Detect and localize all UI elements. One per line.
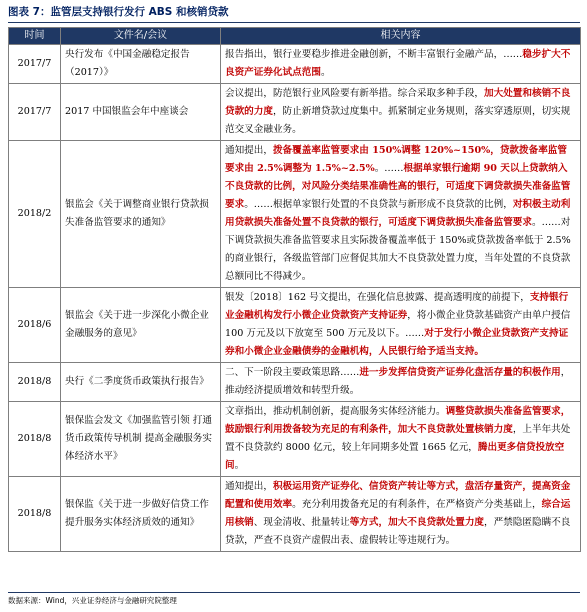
content-text: 会议提出，防范银行业风险要有新举措。综合采取多种手段， — [225, 88, 485, 99]
content-text: 。 — [320, 67, 331, 78]
row-document: 银监会《关于进一步深化小微企业金融服务的意见》 — [61, 288, 221, 363]
row-date: 2018/2 — [9, 141, 61, 288]
row-date: 2018/8 — [9, 363, 61, 402]
highlighted-text: 腾出更多信贷投放空间 — [225, 442, 565, 471]
content-text: ，推动经济提质增效和转型升级。 — [225, 367, 571, 396]
row-document: 央行《二季度货币政策执行报告》 — [61, 363, 221, 402]
content-text: 二、下一阶段主要政策思路…… — [225, 367, 360, 378]
content-text: 。……根据单家银行处置的不良贷款与新形成不良贷款的比例， — [244, 199, 513, 210]
row-document: 银保监《关于进一步做好信贷工作提升服务实体经济质效的通知》 — [61, 477, 221, 552]
highlighted-text: 进一步发挥信贷资产证券化盘活存量的积极作用 — [359, 367, 561, 378]
row-date: 2018/8 — [9, 402, 61, 477]
content-text: 银发〔2018〕162 号文提出，在强化信息披露、提高透明度的前提下， — [225, 292, 530, 303]
highlighted-text: 等方式，加大不良贷款处置力度 — [349, 517, 485, 528]
highlighted-text: 对于发行小微企业贷款资产支持证券和小微企业金融债券的金融机构，人民银行给予适当支持。 — [225, 328, 569, 357]
table-row — [9, 141, 581, 288]
content-text: 。充分利用拨备充足的有利条件，在严格资产分类基础上， — [292, 499, 542, 510]
highlighted-text: 加大处置和核销不良贷款的力度 — [225, 88, 571, 117]
row-document: 银保监会发文《加强监管引领 打通货币政策传导机制 提高金融服务实体经济水平》 — [61, 402, 221, 477]
row-document: 央行发布《中国金融稳定报告（2017）》 — [61, 45, 221, 84]
row-content — [221, 141, 581, 288]
content-text: 。…… — [374, 163, 404, 174]
highlighted-text: 稳步扩大不良资产证券化试点范围 — [225, 49, 571, 78]
table-body — [9, 45, 581, 552]
row-date: 2018/6 — [9, 288, 61, 363]
content-text: ，严禁隐匿隐瞒不良贷款，严查不良资产虚假出表、虚假转让等违规行为。 — [225, 517, 571, 546]
header-doc: 文件名/会议 — [61, 28, 221, 45]
highlighted-text: 根据单家银行逾期 90 天以上贷款纳入不良贷款的比例，对风险分类结果准确性高的银行，可适度下调贷款损失准备监管要求 — [225, 163, 571, 210]
table-row — [9, 477, 581, 552]
content-text: 通知提出， — [225, 481, 273, 492]
table-row — [9, 45, 581, 84]
content-text: ，上半年共处置不良贷款约 8000 亿元，较上年同期多处置 1665 亿元， — [225, 424, 571, 453]
row-content — [221, 45, 581, 84]
content-text: ，防止新增贷款过度集中。抓紧制定业务规则，落实穿透原则，切实规范交叉金融业务。 — [225, 106, 571, 135]
content-text: 、现金清收、批量转让 — [253, 517, 350, 528]
row-content — [221, 84, 581, 141]
row-date: 2018/8 — [9, 477, 61, 552]
header-time: 时间 — [9, 28, 61, 45]
highlighted-text: 对积极主动利用贷款损失准备处置不良贷款的银行，可适度下调贷款损失准备监管要求 — [225, 199, 571, 228]
row-content — [221, 363, 581, 402]
row-document: 2017 中国银监会年中座谈会 — [61, 84, 221, 141]
highlighted-text: 综合运用核销 — [225, 499, 571, 528]
table-row — [9, 288, 581, 363]
row-date: 2017/7 — [9, 84, 61, 141]
highlighted-text: 拨备覆盖率监管要求由 150%调整 120%~150%，贷款拨备率监管要求由 2.5%调整为 1.5%~2.5% — [225, 145, 567, 174]
header-content: 相关内容 — [221, 28, 581, 45]
content-text: 报告指出，银行业要稳步推进金融创新，不断丰富银行金融产品，…… — [225, 49, 523, 60]
content-text: 文章指出，推动机制创新，提高服务实体经济能力。 — [225, 406, 446, 417]
table-row — [9, 84, 581, 141]
row-content — [221, 477, 581, 552]
row-content — [221, 288, 581, 363]
row-content — [221, 402, 581, 477]
content-text: 。……对下调贷款损失准备监管要求且实际拨备覆盖率低于 150%或贷款拨备率低于 2.5%的商业银行，各级监管部门应督促其加大不良贷款处置力度，当年处置的不良贷款总额同比不得减少。 — [225, 217, 571, 282]
figure-title: 图表 7：监管层支持银行发行 ABS 和核销贷款 — [8, 6, 229, 18]
content-text: 通知提出， — [225, 145, 273, 156]
table-row — [9, 363, 581, 402]
row-date: 2017/7 — [9, 45, 61, 84]
highlighted-text: 积极运用资产证券化、信贷资产转让等方式，盘活存量资产，提高资金配置和使用效率 — [225, 481, 571, 510]
content-text: ，将小微企业贷款基础资产由单户授信 100 万元及以下放宽至 500 万元及以下。…… — [225, 310, 571, 339]
row-document: 银监会《关于调整商业银行贷款损失准备监管要求的通知》 — [61, 141, 221, 288]
highlighted-text: 支持银行业金融机构发行小微企业贷款资产支持证券 — [225, 292, 569, 321]
table-header-row — [9, 28, 581, 45]
highlighted-text: 调整贷款损失准备监管要求，鼓励银行利用拨备较为充足的有利条件，加大不良贷款处置核销力度 — [225, 406, 571, 435]
policy-table — [8, 27, 581, 552]
table-row — [9, 402, 581, 477]
source-note: 数据来源：Wind，兴业证券经济与金融研究院整理 — [8, 592, 580, 607]
title-rule — [8, 22, 580, 23]
content-text: 。 — [234, 460, 245, 471]
